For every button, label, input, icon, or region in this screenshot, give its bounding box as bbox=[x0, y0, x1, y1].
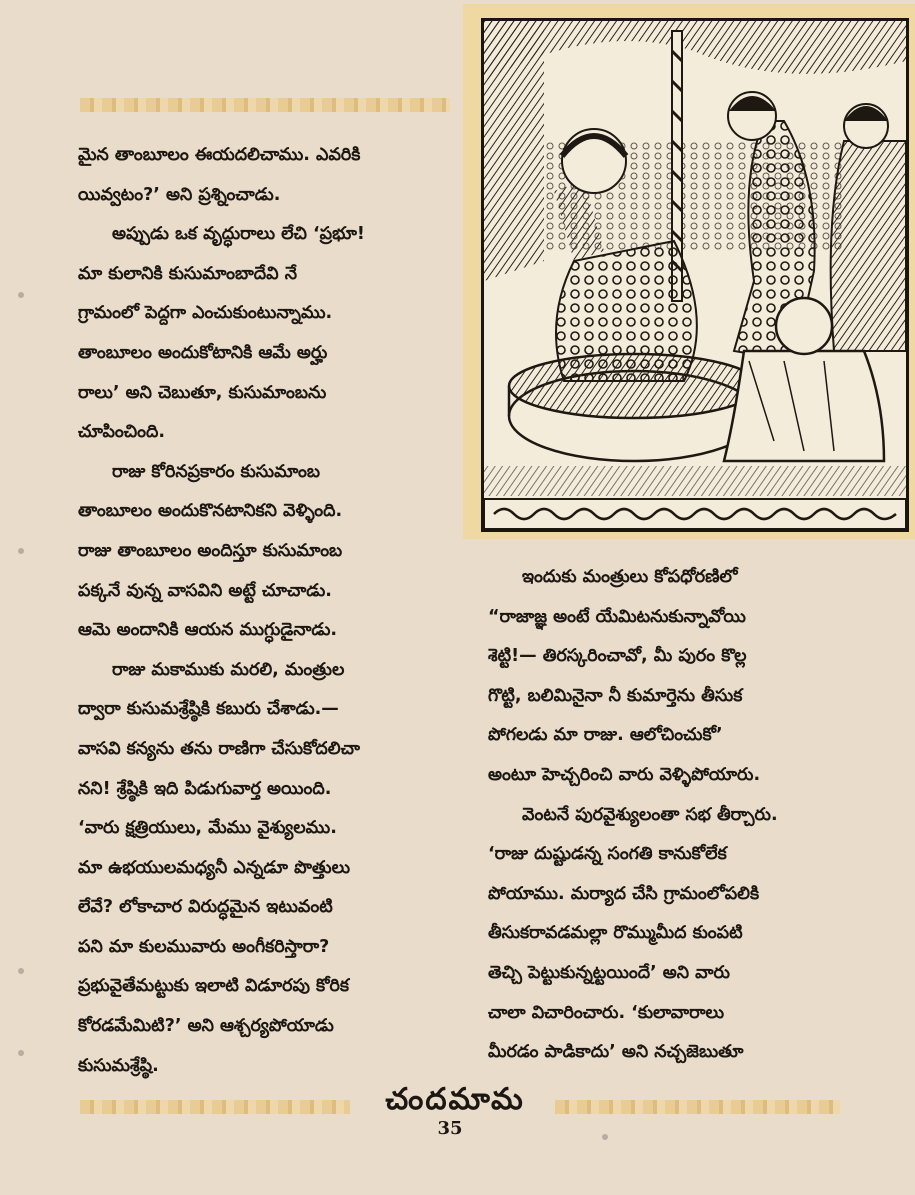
text-line: రాజు మకాముకు మరలి, మంత్రుల bbox=[112, 659, 345, 680]
page-number: 35 bbox=[437, 1118, 463, 1139]
text-line: పక్కనే వున్న వాసవిని అట్టే చూచాడు. bbox=[78, 580, 332, 601]
text-line: చాలా విచారించారు. ‘కులావారాలు bbox=[488, 1002, 725, 1023]
text-line: అప్పుడు ఒక వృద్ధురాలు లేచి ‘ప్రభూ! bbox=[112, 224, 365, 245]
text-line: “రాజాజ్ఞ అంటే యేమిటనుకున్నావోయి bbox=[488, 606, 746, 627]
text-line: మైన తాంబూలం ఈయదలిచాము. ఎవరికి bbox=[78, 145, 361, 165]
top-ornament-band bbox=[80, 98, 450, 112]
text-line: శెట్టి!— తిరస్కరించావో, మీ పురం కొల్ల bbox=[488, 646, 747, 667]
margin-speck bbox=[18, 548, 24, 554]
text-line: ఆమె అందానికి ఆయన ముగ్ధుడైనాడు. bbox=[78, 620, 338, 641]
text-line: ఇందుకు మంత్రులు కోపధోరణిలో bbox=[522, 567, 738, 587]
text-line: ‘రాజు దుష్టుడన్న సంగతి కానుకోలేక bbox=[488, 844, 727, 865]
text-line: యివ్వటం?’ అని ప్రశ్నించాడు. bbox=[78, 184, 281, 205]
text-line: పోగలడు మా రాజు. ఆలోచించుకో’ bbox=[488, 725, 723, 746]
text-line: పని మా కులమువారు అంగీకరిస్తారా? bbox=[78, 936, 330, 957]
footer-ornament-right bbox=[555, 1100, 840, 1114]
text-line: లేవే? లోకాచార విరుద్ధమైన ఇటువంటి bbox=[78, 897, 333, 918]
text-line: అంటూ హెచ్చరించి వారు వెళ్ళిపోయారు. bbox=[488, 764, 761, 785]
text-line: రాజు తాంబూలం అందిస్తూ కుసుమాంబ bbox=[78, 540, 343, 561]
left-text-column bbox=[78, 136, 458, 1086]
text-line: మా కులానికి కుసుమాంబాదేవి నే bbox=[78, 263, 297, 284]
illustration-frame bbox=[463, 4, 915, 539]
text-line: నని! శ్రేష్ఠికి ఇది పిడుగువార్త అయింది. bbox=[78, 778, 332, 799]
text-line: మీరడం పాడికాదు’ అని నచ్చజెబుతూ bbox=[488, 1042, 744, 1063]
text-line: రాజు కోరినప్రకారం కుసుమాంబ bbox=[112, 461, 321, 482]
margin-speck bbox=[18, 968, 24, 974]
right-text-column bbox=[488, 558, 843, 1073]
text-line: గ్రామంలో పెద్దగా ఎంచుకుంటున్నాము. bbox=[78, 303, 333, 324]
illustration-king-tambulam-scene bbox=[481, 18, 909, 532]
text-line: గొట్టి, బలిమినైనా నీ కుమార్తెను తీసుక bbox=[488, 685, 743, 706]
margin-speck bbox=[18, 292, 24, 298]
text-line: ప్రభువైతేమట్టుకు ఇలాటి విడూరపు కోరిక bbox=[78, 976, 350, 997]
text-line: రాలు’ అని చెబుతూ, కుసుమాంబను bbox=[78, 382, 327, 403]
margin-speck bbox=[602, 1134, 608, 1140]
text-line: మా ఉభయులమధ్యనీ ఎన్నడూ పొత్తులు bbox=[78, 857, 351, 878]
text-line: చూపించింది. bbox=[78, 422, 166, 443]
text-line: తాంబూలం అందుకోటానికి ఆమే అర్హు bbox=[78, 342, 328, 363]
text-line: కుసుమశ్రేష్ఠి. bbox=[78, 1055, 159, 1076]
text-line: కోరడమేమిటి?’ అని ఆశ్చర్యపోయాడు bbox=[78, 1016, 334, 1037]
text-line: పోయాము. మర్యాద చేసి గ్రామంలోపలికి bbox=[488, 883, 760, 904]
footer-ornament-left bbox=[80, 1100, 350, 1114]
text-line: ద్వారా కుసుమశ్రేష్ఠికి కబురు చేశాడు.— bbox=[78, 699, 339, 720]
magazine-title: చందమామ bbox=[385, 1082, 525, 1117]
text-line: తెచ్చి పెట్టుకున్నట్టయిందే’ అని వారు bbox=[488, 962, 730, 983]
text-line: తీసుకరావడమల్లా రొమ్ముమీద కుంపటి bbox=[488, 923, 743, 944]
text-line: వెంటనే పురవైశ్యులంతా సభ తీర్చారు. bbox=[522, 804, 778, 825]
text-line: తాంబూలం అందుకొనటానికని వెళ్ళింది. bbox=[78, 501, 343, 522]
margin-speck bbox=[18, 1050, 24, 1056]
text-line: వాసవి కన్యను తను రాణిగా చేసుకోదలిచా bbox=[78, 738, 360, 759]
text-line: ‘వారు క్షత్రియులు, మేము వైశ్యులము. bbox=[78, 818, 337, 839]
illustration-drawing bbox=[484, 21, 906, 529]
